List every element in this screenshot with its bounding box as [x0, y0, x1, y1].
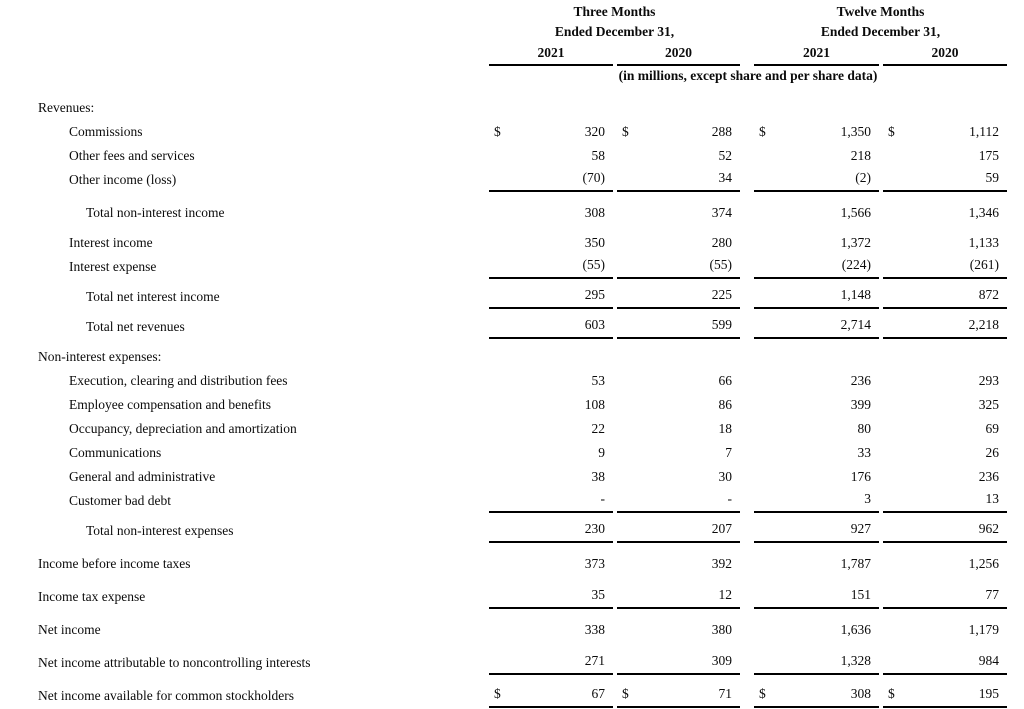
- value-cell: [617, 465, 740, 489]
- value-cell: [617, 585, 740, 609]
- value-cell: [489, 489, 613, 513]
- dollar-sign: $: [494, 686, 501, 701]
- value: 350: [584, 235, 605, 250]
- value-cell: [883, 168, 1007, 192]
- value-cell: [489, 585, 613, 609]
- value-cell: [489, 201, 613, 225]
- label-column-spacer: [38, 43, 489, 66]
- value: 1,133: [968, 235, 999, 250]
- value: 7: [725, 445, 732, 460]
- value: 309: [711, 653, 732, 668]
- value: 271: [584, 653, 605, 668]
- group-title-line2: Ended December 31,: [554, 24, 675, 39]
- row-label: Net income available for common stockholders: [38, 688, 295, 703]
- value-cell: [754, 255, 879, 279]
- value: 77: [985, 587, 999, 602]
- value: 18: [718, 421, 732, 436]
- value-cell: [754, 144, 879, 168]
- value: 1,256: [968, 556, 999, 571]
- year-header: 2021: [489, 43, 613, 66]
- dollar-sign: $: [494, 124, 501, 139]
- table-row: [38, 552, 1024, 576]
- table-row: [38, 369, 1024, 393]
- value: 1,636: [840, 622, 871, 637]
- value: 80: [857, 421, 871, 436]
- value-cell: [617, 231, 740, 255]
- value: 872: [978, 287, 999, 302]
- row-label: Communications: [69, 445, 162, 460]
- value: 1,372: [840, 235, 871, 250]
- value: -: [600, 491, 605, 506]
- row-label: Income before income taxes: [38, 556, 191, 571]
- value-cell: [617, 651, 740, 675]
- value-cell: [883, 315, 1007, 339]
- value-cell: [754, 489, 879, 513]
- table-row: [38, 201, 1024, 225]
- value-cell: [754, 393, 879, 417]
- value: 195: [978, 686, 999, 701]
- dollar-sign: $: [888, 686, 895, 701]
- value: 1,346: [968, 205, 999, 220]
- row-label: Income tax expense: [38, 589, 146, 604]
- value: 108: [584, 397, 605, 412]
- value: -: [727, 491, 732, 506]
- table-row: [38, 285, 1024, 309]
- value-cell: [617, 441, 740, 465]
- value-cell: [617, 168, 740, 192]
- value: 1,350: [840, 124, 871, 139]
- value: (55): [709, 257, 732, 272]
- value: 1,787: [840, 556, 871, 571]
- value-cell: [754, 441, 879, 465]
- value-cell: [489, 441, 613, 465]
- table-row: [38, 168, 1024, 192]
- dollar-sign: $: [888, 124, 895, 139]
- value: 280: [711, 235, 732, 250]
- value: 927: [850, 521, 871, 536]
- value: 374: [711, 205, 732, 220]
- section-header-row: [38, 345, 1024, 369]
- value: 71: [718, 686, 732, 701]
- value-cell: [754, 168, 879, 192]
- year-header: 2021: [754, 43, 879, 66]
- value: 599: [711, 317, 732, 332]
- value: 320: [584, 124, 605, 139]
- value: 38: [591, 469, 605, 484]
- value: 308: [584, 205, 605, 220]
- year-header: 2020: [617, 43, 740, 66]
- value-cell: [617, 684, 740, 708]
- value-cell: [617, 519, 740, 543]
- row-label: Net income: [38, 622, 101, 637]
- value: 30: [718, 469, 732, 484]
- value-cell: [883, 489, 1007, 513]
- row-label: Employee compensation and benefits: [69, 397, 272, 412]
- dollar-sign: $: [759, 686, 766, 701]
- value-cell: [489, 465, 613, 489]
- value-cell: [754, 519, 879, 543]
- value-cell: [489, 552, 613, 576]
- value: (261): [969, 257, 999, 272]
- value: 59: [985, 170, 999, 185]
- value-cell: [617, 255, 740, 279]
- value-cell: [754, 315, 879, 339]
- units-note-row: [38, 66, 1024, 86]
- label-column-spacer: [38, 2, 489, 42]
- table-row: [38, 315, 1024, 339]
- table-row: [38, 651, 1024, 675]
- value-cell: [754, 285, 879, 309]
- value-cell: [883, 393, 1007, 417]
- value: 1,148: [840, 287, 871, 302]
- value: 3: [864, 491, 871, 506]
- value-cell: [754, 684, 879, 708]
- value: 1,112: [969, 124, 999, 139]
- dollar-sign: $: [622, 686, 629, 701]
- value-cell: [489, 96, 613, 120]
- value: 236: [978, 469, 999, 484]
- value-cell: [489, 519, 613, 543]
- value-cell: [489, 285, 613, 309]
- column-group-header-row: [38, 2, 1024, 42]
- value-cell: [617, 369, 740, 393]
- value-cell: [883, 519, 1007, 543]
- value-cell: [489, 369, 613, 393]
- value: 984: [978, 653, 999, 668]
- value: 373: [584, 556, 605, 571]
- value-cell: [489, 231, 613, 255]
- value: 53: [591, 373, 605, 388]
- table-row: [38, 417, 1024, 441]
- row-label: Other income (loss): [69, 172, 177, 187]
- row-label: Non-interest expenses:: [38, 349, 162, 364]
- table-row: [38, 231, 1024, 255]
- value-cell: [754, 618, 879, 642]
- value-cell: [489, 315, 613, 339]
- value: 380: [711, 622, 732, 637]
- value-cell: [883, 96, 1007, 120]
- value-cell: [489, 417, 613, 441]
- row-label: Net income attributable to noncontrolling interests: [38, 655, 311, 670]
- value: 207: [711, 521, 732, 536]
- group-title-line2: Ended December 31,: [820, 24, 941, 39]
- value: 67: [591, 686, 605, 701]
- row-label: Total net revenues: [86, 319, 185, 334]
- value: 1,179: [968, 622, 999, 637]
- table-row: [38, 489, 1024, 513]
- table-row: [38, 393, 1024, 417]
- value: 12: [718, 587, 732, 602]
- value: 230: [584, 521, 605, 536]
- value-cell: [883, 651, 1007, 675]
- value: 26: [985, 445, 999, 460]
- table-row: [38, 120, 1024, 144]
- value: 1,566: [840, 205, 871, 220]
- value-cell: [617, 345, 740, 369]
- dollar-sign: $: [759, 124, 766, 139]
- value: 288: [711, 124, 732, 139]
- three-months-group-header: [489, 2, 740, 42]
- row-label: Interest expense: [69, 259, 157, 274]
- value-cell: [754, 201, 879, 225]
- value: 293: [978, 373, 999, 388]
- value-cell: [883, 552, 1007, 576]
- value-cell: [489, 684, 613, 708]
- row-label: Revenues:: [38, 100, 95, 115]
- value-cell: [883, 345, 1007, 369]
- value-cell: [883, 231, 1007, 255]
- value-cell: [883, 585, 1007, 609]
- value-cell: [754, 96, 879, 120]
- value: 175: [978, 148, 999, 163]
- table-row: [38, 585, 1024, 609]
- value: 325: [978, 397, 999, 412]
- value-cell: [754, 231, 879, 255]
- row-label: Interest income: [69, 235, 153, 250]
- value-cell: [754, 369, 879, 393]
- value: 35: [591, 587, 605, 602]
- row-label: Customer bad debt: [69, 493, 171, 508]
- row-label: General and administrative: [69, 469, 216, 484]
- value-cell: [489, 120, 613, 144]
- units-note: (in millions, except share and per share data): [618, 68, 878, 83]
- value: 2,714: [840, 317, 871, 332]
- value-cell: [617, 489, 740, 513]
- table-row: [38, 144, 1024, 168]
- value: 962: [978, 521, 999, 536]
- value: 2,218: [968, 317, 999, 332]
- value-cell: [754, 552, 879, 576]
- value-cell: [754, 417, 879, 441]
- value-cell: [617, 96, 740, 120]
- row-label: Total non-interest expenses: [86, 523, 234, 538]
- twelve-months-group-header: [754, 2, 1007, 42]
- group-title-line1: Twelve Months: [836, 4, 925, 19]
- value-cell: [617, 618, 740, 642]
- value: 399: [850, 397, 871, 412]
- value: 22: [591, 421, 605, 436]
- value: (55): [582, 257, 605, 272]
- value: 34: [718, 170, 732, 185]
- table-row: [38, 618, 1024, 642]
- table-row: [38, 684, 1024, 708]
- value: 392: [711, 556, 732, 571]
- value-cell: [489, 144, 613, 168]
- value: 9: [598, 445, 605, 460]
- value: 176: [850, 469, 871, 484]
- section-header-row: [38, 96, 1024, 120]
- table-row: [38, 465, 1024, 489]
- label-column-spacer: [38, 66, 489, 86]
- value-cell: [617, 417, 740, 441]
- value: 236: [850, 373, 871, 388]
- value-cell: [883, 255, 1007, 279]
- value-cell: [617, 315, 740, 339]
- row-label: Occupancy, depreciation and amortization: [69, 421, 297, 436]
- value: 69: [985, 421, 999, 436]
- row-label: Other fees and services: [69, 148, 195, 163]
- value: 58: [591, 148, 605, 163]
- table-row: [38, 441, 1024, 465]
- value: (2): [855, 170, 871, 185]
- value-cell: [617, 285, 740, 309]
- value-cell: [883, 369, 1007, 393]
- value: 66: [718, 373, 732, 388]
- value-cell: [617, 201, 740, 225]
- row-label: Total net interest income: [86, 289, 220, 304]
- value: 308: [850, 686, 871, 701]
- value: 1,328: [840, 653, 871, 668]
- value-cell: [883, 618, 1007, 642]
- row-label: Commissions: [69, 124, 143, 139]
- value-cell: [617, 393, 740, 417]
- value: 295: [584, 287, 605, 302]
- value: 33: [857, 445, 871, 460]
- value-cell: [883, 120, 1007, 144]
- value-cell: [883, 465, 1007, 489]
- value-cell: [883, 441, 1007, 465]
- value-cell: [754, 120, 879, 144]
- value-cell: [489, 168, 613, 192]
- value-cell: [617, 120, 740, 144]
- table-body: [38, 96, 1024, 708]
- value: 225: [711, 287, 732, 302]
- value-cell: [883, 684, 1007, 708]
- value-cell: [883, 285, 1007, 309]
- value-cell: [617, 552, 740, 576]
- value-cell: [489, 255, 613, 279]
- value: 603: [584, 317, 605, 332]
- year-header: 2020: [883, 43, 1007, 66]
- value-cell: [883, 417, 1007, 441]
- table-row: [38, 519, 1024, 543]
- income-statement-table: [38, 0, 1024, 708]
- value: (70): [582, 170, 605, 185]
- value: 52: [718, 148, 732, 163]
- value: 86: [718, 397, 732, 412]
- row-label: Total non-interest income: [86, 205, 225, 220]
- value: 338: [584, 622, 605, 637]
- table-row: [38, 255, 1024, 279]
- value: 13: [985, 491, 999, 506]
- year-header-row: [38, 43, 1024, 66]
- row-label: Execution, clearing and distribution fees: [69, 373, 288, 388]
- value-cell: [489, 618, 613, 642]
- value-cell: [754, 585, 879, 609]
- value: 218: [850, 148, 871, 163]
- value-cell: [617, 144, 740, 168]
- value-cell: [883, 201, 1007, 225]
- value: 151: [850, 587, 871, 602]
- value-cell: [489, 345, 613, 369]
- value: (224): [841, 257, 871, 272]
- dollar-sign: $: [622, 124, 629, 139]
- value-cell: [754, 345, 879, 369]
- value-cell: [489, 651, 613, 675]
- value-cell: [754, 651, 879, 675]
- value-cell: [489, 393, 613, 417]
- group-title-line1: Three Months: [573, 4, 656, 19]
- value-cell: [883, 144, 1007, 168]
- value-cell: [754, 465, 879, 489]
